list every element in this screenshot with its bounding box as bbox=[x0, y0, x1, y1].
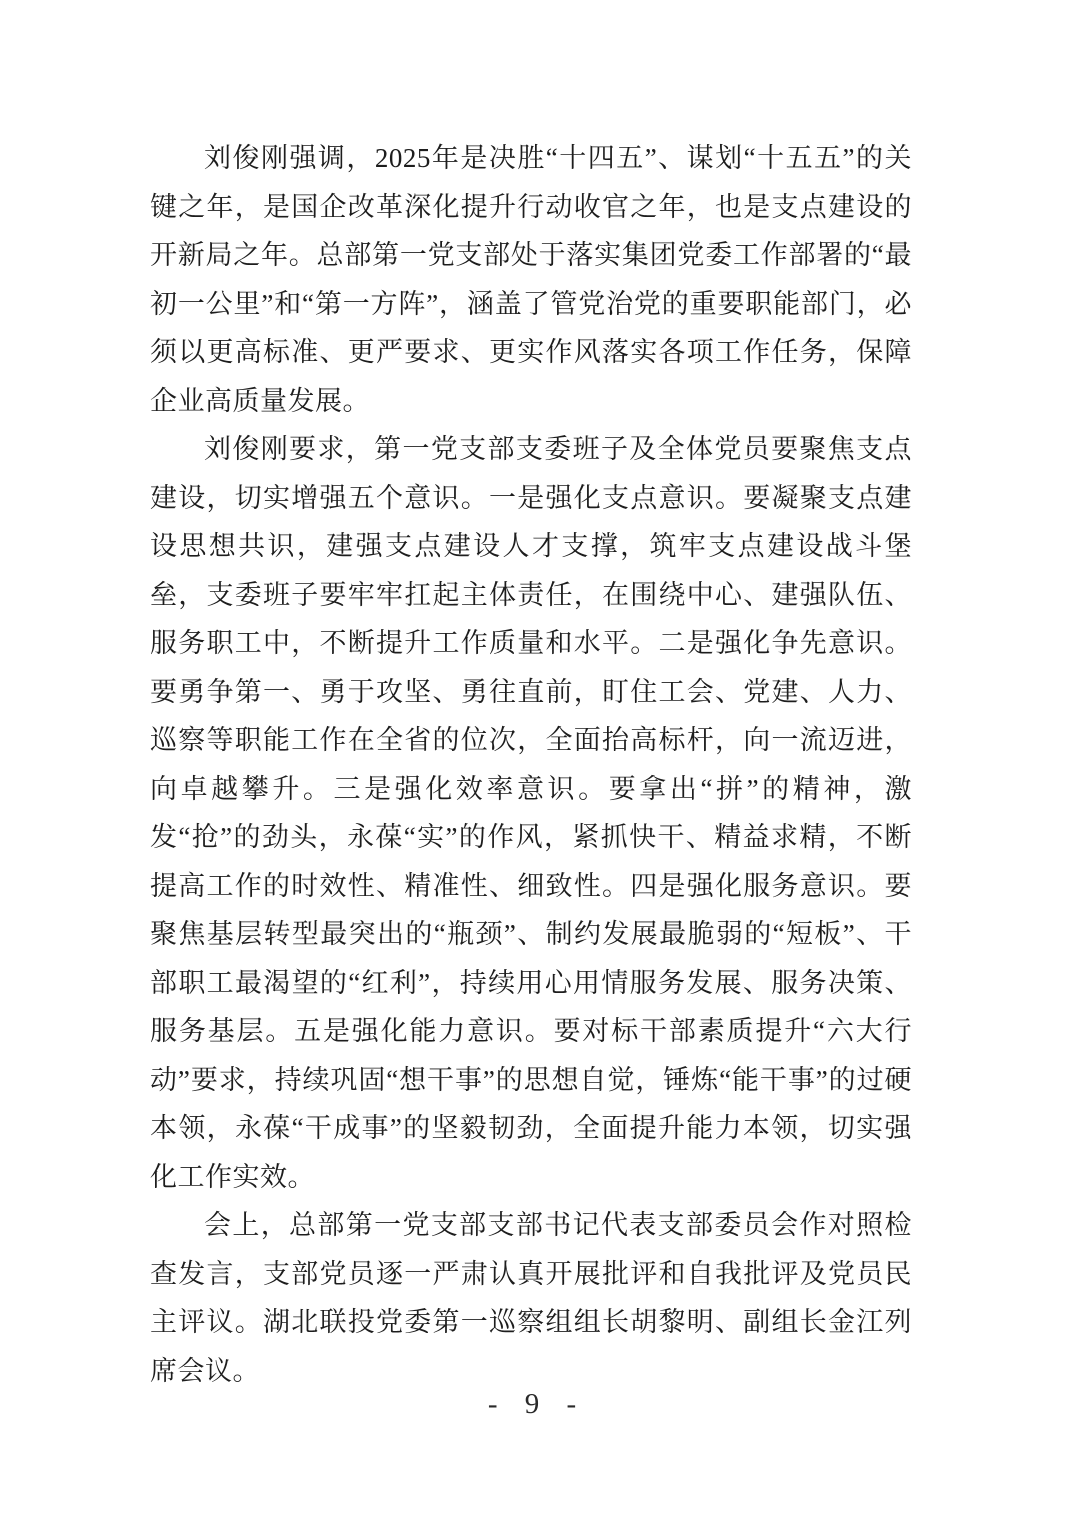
body-paragraph-2: 刘俊刚要求，第一党支部支委班子及全体党员要聚焦支点建设，切实增强五个意识。一是强化支点意识。要凝聚支点建设思想共识，建强支点建设人才支撑，筑牢支点建设战斗堡垒，支委班子要牢牢扛起主体责任，在围绕中心、建强队伍、服务职工中，不断提升工作质量和水平。二是强化争先意识。要勇争第一、勇于攻坚、勇往直前，盯住工会、党建、人力、巡察等职能工作在全省的位次，全面抬高标杆，向一流迈进，向卓越攀升。三是强化效率意识。要拿出“拼”的精神，激发“抢”的劲头，永葆“实”的作风，紧抓快干、精益求精，不断提高工作的时效性、精准性、细致性。四是强化服务意识。要聚焦基层转型最突出的“瓶颈”、制约发展最脆弱的“短板”、干部职工最渴望的“红利”，持续用心用情服务发展、服务决策、服务基层。五是强化能力意识。要对标干部素质提升“六大行动”要求，持续巩固“想干事”的思想自觉，锤炼“能干事”的过硬本领，永葆“干成事”的坚毅韧劲，全面提升能力本领，切实强化工作实效。 bbox=[150, 434, 912, 1192]
page-number: - 9 - bbox=[487, 1388, 587, 1420]
body-paragraph-3: 会上，总部第一党支部支部书记代表支部委员会作对照检查发言，支部党员逐一严肃认真开展批评和自我批评及党员民主评议。湖北联投党委第一巡察组组长胡黎明、副组长金江列席会议。 bbox=[150, 1210, 912, 1386]
document-body bbox=[150, 134, 912, 1395]
body-paragraph-1: 刘俊刚强调，2025年是决胜“十四五”、谋划“十五五”的关键之年，是国企改革深化提升行动收官之年，也是支点建设的开新局之年。总部第一党支部处于落实集团党委工作部署的“最初一公里”和“第一方阵”，涵盖了管党治党的重要职能部门，必须以更高标准、更严要求、更实作风落实各项工作任务，保障企业高质量发展。 bbox=[150, 143, 912, 416]
